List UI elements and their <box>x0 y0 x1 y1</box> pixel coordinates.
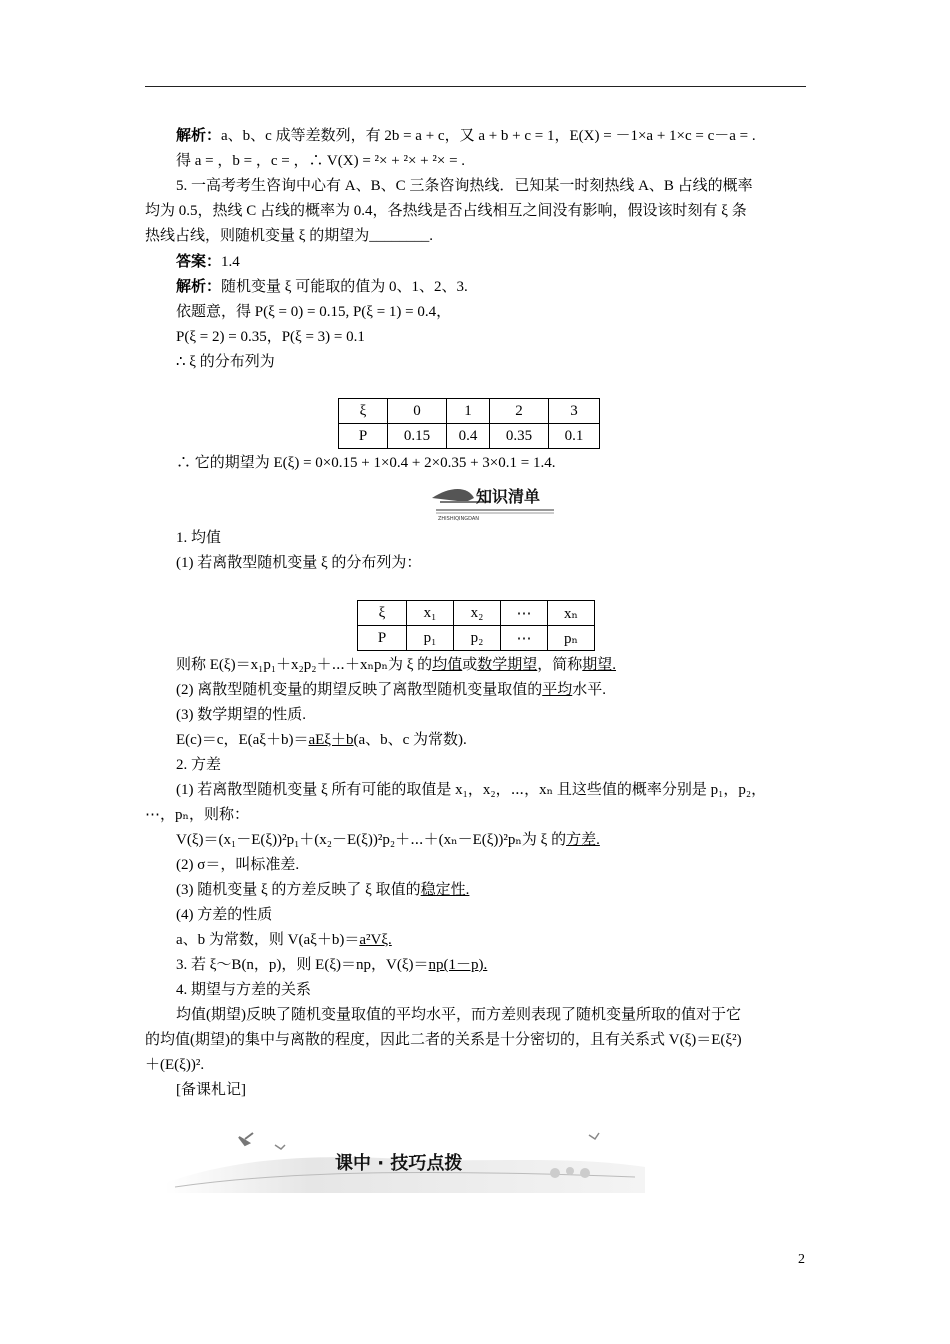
relation-line-3: ＋(E(ξ))². <box>145 1057 205 1073</box>
binomial-line: 3. 若 ξ～B(n，p)，则 E(ξ)＝np，V(ξ)＝np(1－p). <box>176 957 488 973</box>
table-cell: ⋯ <box>501 601 548 626</box>
svg-text:ZHISHIQINGDAN: ZHISHIQINGDAN <box>438 516 480 522</box>
table-cell: ξ <box>339 399 388 424</box>
analysis-line-4: 依题意，得 P(ξ = 0) = 0.15, P(ξ = 1) = 0.4， <box>176 304 452 320</box>
table-cell: 0.4 <box>447 424 490 449</box>
analysis-line-1: 解析：a、b、c 成等差数列，有 2b = a + c，又 a + b + c = 1，E(X) = －1×a + 1×c = c－a = . <box>176 128 756 144</box>
distribution-table-1 <box>338 398 600 449</box>
heading-mean: 1. 均值 <box>176 530 222 546</box>
table-cell: pₙ <box>548 626 595 651</box>
table-cell: 1 <box>447 399 490 424</box>
variance-def-line-1: (1) 若离散型随机变量 ξ 所有可能的取值是 x₁，x₂，⋯，xₙ 且这些值的概率分别是 p₁，p₂， <box>176 782 767 798</box>
knowledge-list-banner <box>430 480 556 522</box>
table-row <box>339 424 600 449</box>
table-cell: 0 <box>388 399 447 424</box>
variance-formula: V(ξ)＝(x₁－E(ξ))²p₁＋(x₂－E(ξ))²p₂＋⋯＋(xₙ－E(ξ))²pₙ为 ξ 的方差. <box>176 832 600 848</box>
table-cell: x₁ <box>407 601 454 626</box>
table-cell: 3 <box>549 399 600 424</box>
svg-text:课中 · 技巧点拨: 课中 · 技巧点拨 <box>335 1153 463 1174</box>
table-row <box>358 601 595 626</box>
header-rule <box>145 86 806 87</box>
page-number: 2 <box>798 1252 805 1267</box>
variance-meaning: (3) 随机变量 ξ 的方差反映了 ξ 取值的稳定性. <box>176 882 470 898</box>
table-cell: 0.35 <box>490 424 549 449</box>
analysis-line-6: ∴ ξ 的分布列为 <box>176 354 275 370</box>
table-cell: 0.15 <box>388 424 447 449</box>
table-cell: 2 <box>490 399 549 424</box>
variance-def-line-2: ⋯，pₙ，则称： <box>145 807 249 823</box>
analysis-line-2: 得 a = ，b = ，c = ，∴ V(X) = ²× + ²× + ²× = . <box>176 153 466 169</box>
analysis-line-3: 解析：随机变量 ξ 可能取的值为 0、1、2、3. <box>176 279 468 295</box>
table-cell: P <box>339 424 388 449</box>
variance-properties-heading: (4) 方差的性质 <box>176 907 273 923</box>
answer-line: 答案：1.4 <box>176 254 240 270</box>
distribution-table-2 <box>357 600 595 651</box>
mean-definition: 则称 E(ξ)＝x₁p₁＋x₂p₂＋⋯＋xₙpₙ为 ξ 的均值或数学期望，简称期望. <box>176 657 617 673</box>
variance-properties: a、b 为常数，则 V(aξ＋b)＝a²Vξ. <box>176 932 392 948</box>
relation-line-2: 的均值(期望)的集中与离散的程度，因此二者的关系是十分密切的，且有关系式 V(ξ)＝E(ξ²) <box>145 1032 742 1048</box>
mean-properties-heading: (3) 数学期望的性质. <box>176 707 306 723</box>
expectation-result: ∴ 它的期望为 E(ξ) = 0×0.15 + 1×0.4 + 2×0.35 + 3×0.1 = 1.4. <box>176 455 556 471</box>
in-class-tips-banner <box>165 1125 645 1195</box>
mean-def-intro: (1) 若离散型随机变量 ξ 的分布列为： <box>176 555 422 571</box>
relation-line-1: 均值(期望)反映了随机变量取值的平均水平，而方差则表现了随机变量所取的值对于它 <box>176 1007 741 1023</box>
question-5-line-3: 热线占线，则随机变量 ξ 的期望为________. <box>145 228 433 244</box>
table-cell: p₂ <box>454 626 501 651</box>
table-cell: p₁ <box>407 626 454 651</box>
mean-meaning: (2) 离散型随机变量的期望反映了离散型随机变量取值的平均水平. <box>176 682 607 698</box>
table-cell: x₂ <box>454 601 501 626</box>
table-cell: P <box>358 626 407 651</box>
question-5-line-2: 均为 0.5，热线 C 占线的概率为 0.4，各热线是否占线相互之间没有影响，假设该时刻有 ξ 条 <box>145 203 747 219</box>
table-cell: 0.1 <box>549 424 600 449</box>
heading-relation: 4. 期望与方差的关系 <box>176 982 312 998</box>
table-row <box>358 626 595 651</box>
heading-variance: 2. 方差 <box>176 757 222 773</box>
analysis-line-5: P(ξ = 2) = 0.35，P(ξ = 3) = 0.1 <box>176 329 365 345</box>
table-row <box>339 399 600 424</box>
mean-properties: E(c)＝c，E(aξ＋b)＝aEξ＋b(a、b、c 为常数). <box>176 732 467 748</box>
table-cell: ξ <box>358 601 407 626</box>
table-cell: xₙ <box>548 601 595 626</box>
table-cell: ⋯ <box>501 626 548 651</box>
std-deviation: (2) σ＝，叫标准差. <box>176 857 300 873</box>
question-5-line-1: 5. 一高考考生咨询中心有 A、B、C 三条咨询热线．已知某一时刻热线 A、B 占线的概率 <box>176 178 753 194</box>
lesson-notes-label: [备课札记] <box>176 1082 246 1098</box>
svg-text:知识清单: 知识清单 <box>476 487 541 506</box>
